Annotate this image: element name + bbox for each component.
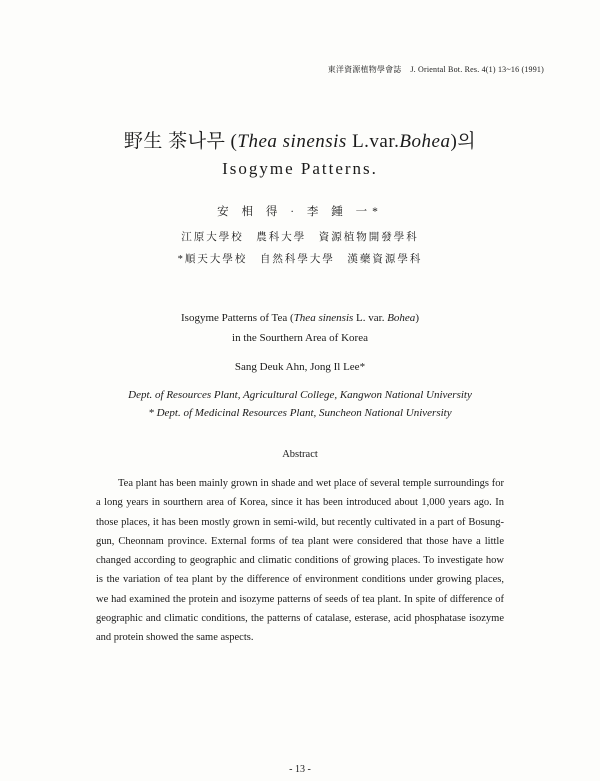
- korean-title-line2: Isogyme Patterns.: [222, 159, 378, 178]
- english-variety-name: Bohea: [387, 312, 416, 324]
- korean-authors: 安 相 得 · 李 鍾 一*: [217, 206, 383, 218]
- journal-citation: J. Oriental Bot. Res. 4(1) 13~16 (1991): [410, 65, 544, 74]
- page-number: - 13 -: [289, 764, 311, 775]
- variety-name: Bohea: [399, 131, 451, 152]
- journal-name-korean: 東洋資源植物學會誌: [327, 65, 402, 74]
- english-authors: Sang Deuk Ahn, Jong Il Lee*: [234, 361, 366, 373]
- korean-title-line1: 野生 茶나무 (Thea sinensis L.var.Bohea)의: [123, 131, 477, 152]
- species-name: Thea sinensis: [237, 131, 347, 152]
- english-affiliation-1: Dept. of Resources Plant, Agricultural College, Kangwon National University: [128, 389, 472, 401]
- korean-affiliation-1: 江原大學校 農科大學 資源植物開發學科: [181, 232, 419, 243]
- abstract-heading: Abstract: [282, 449, 318, 460]
- korean-affiliation-2: *順天大學校 自然科學大學 漢藥資源學科: [177, 254, 423, 265]
- english-species-name: Thea sinensis: [293, 312, 354, 324]
- journal-header: [328, 64, 544, 75]
- english-title-line1: Isogyme Patterns of Tea (Thea sinensis L. var. Bohea): [181, 312, 419, 324]
- english-affiliation-2: * Dept. of Medicinal Resources Plant, Suncheon National University: [148, 407, 452, 419]
- abstract-body: Tea plant has been mainly grown in shade and wet place of several temple surroundings for a long years in sourthern area of Korea, since it has been introduced about 1,000 years ago. In those places, it has been mostly grown in semi-wild, but recently cultivated in a part of Bosung-gun, Cheonnam province. External forms of tea plant were considered that those have a little changed according to geographic and climatic conditions of growing places. To investigate how is the variation of tea plant by the difference of environment conditions under growing places, we had examined the protein and isozyme patterns of seeds of tea plant. In spite of difference of geographic and climatic conditions, the patterns of catalase, esterase, acid phosphatase isozyme and protein showed the same aspects.: [96, 478, 504, 644]
- english-title-line2: in the Sourthern Area of Korea: [232, 332, 368, 344]
